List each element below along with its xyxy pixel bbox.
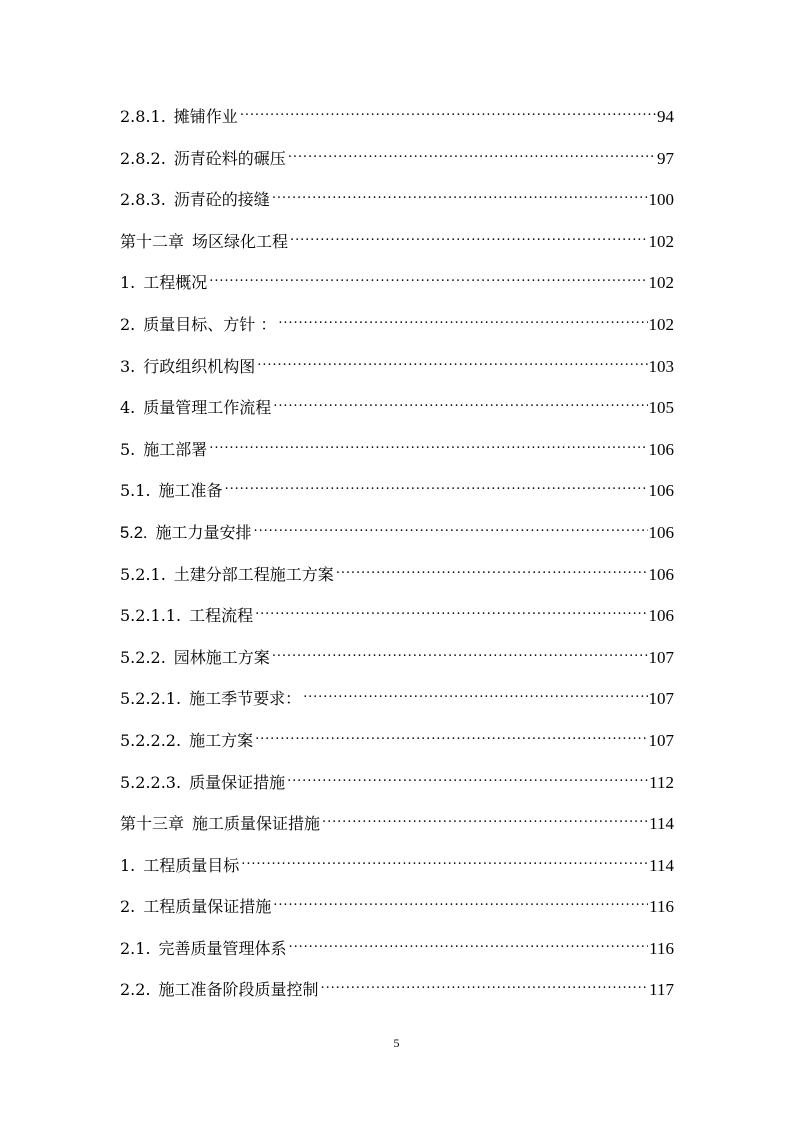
toc-leader [255,607,647,621]
toc-number: 5.2.1.1. [120,606,182,626]
toc-title: 施工部署 [143,439,208,459]
toc-number: 2. [120,314,136,334]
toc-number: 1. [120,273,136,293]
toc-page-number: 106 [648,522,674,542]
toc-leader [273,898,648,912]
toc-entry[interactable] [120,311,674,353]
toc-number: 1. [120,855,136,875]
toc-page-number: 116 [649,938,674,958]
toc-entry[interactable] [120,269,674,311]
toc-title: 施工方案 [189,730,254,750]
toc-entry[interactable] [120,685,674,727]
toc-page-number: 106 [648,606,674,626]
toc-number: 5.2. [120,523,148,542]
toc-leader [257,358,647,372]
toc-number: 5.2.2. [120,647,166,667]
toc-page-number: 114 [649,814,674,834]
toc-number: 5.2.1. [120,564,166,584]
toc-leader [303,690,647,704]
toc-page-number: 97 [657,148,674,168]
toc-title: 施工力量安排 [155,522,252,542]
toc-entry[interactable] [120,228,674,270]
toc-entry[interactable] [120,769,674,811]
toc-leader [272,191,648,205]
toc-leader [273,399,647,413]
toc-number: 第十三章 [120,814,185,834]
toc-number: 2.2. [120,980,151,1000]
toc-title: 施工准备 [158,481,223,501]
toc-title: 工程流程 [189,606,254,626]
toc-number: 5.2.2.2. [120,730,182,750]
toc-title: 质量管理工作流程 [143,398,272,418]
toc-title: 沥青砼的接缝 [173,190,270,210]
toc-entry[interactable] [120,186,674,228]
toc-title: 完善质量管理体系 [158,938,287,958]
toc-leader [321,981,649,995]
toc-leader [289,940,649,954]
toc-title: 园林施工方案 [173,647,270,667]
toc-page-number: 100 [648,190,674,210]
toc-page-number: 102 [648,231,674,251]
toc-page-number: 107 [648,730,674,750]
toc-leader [240,108,656,122]
toc-page-number: 107 [648,647,674,667]
toc-title: 沥青砼料的碾压 [173,148,286,168]
toc-entry[interactable] [120,727,674,769]
toc-entry[interactable] [120,935,674,977]
toc-entry[interactable] [120,810,674,852]
toc-entry[interactable] [120,976,674,1018]
toc-leader [255,732,647,746]
toc-leader [288,150,656,164]
toc-entry[interactable] [120,893,674,935]
toc-leader [272,649,648,663]
toc-leader [336,566,648,580]
toc-title: 施工准备阶段质量控制 [158,980,319,1000]
toc-page-number: 105 [648,398,674,418]
toc-page-number: 103 [648,356,674,376]
toc-number: 5.2.2.3. [120,772,182,792]
toc-title: 质量保证措施 [189,772,286,792]
toc-leader [290,233,647,247]
toc-leader [287,774,648,788]
toc-leader [209,441,647,455]
toc-page-number: 107 [648,689,674,709]
toc-page-number: 106 [648,439,674,459]
toc-entry[interactable] [120,602,674,644]
toc-leader [241,857,648,871]
toc-entry[interactable] [120,353,674,395]
toc-page-number: 102 [648,273,674,293]
toc-entry[interactable] [120,852,674,894]
toc-leader [278,316,647,330]
toc-leader [322,815,648,829]
toc-page-number: 106 [648,481,674,501]
toc-page-number: 102 [648,314,674,334]
toc-number: 5. [120,439,136,459]
toc-page-number: 94 [657,107,674,126]
toc-number: 2.8.2. [120,148,166,168]
toc-number: 4. [120,398,136,418]
toc-leader [209,274,647,288]
toc-number: 5.1. [120,481,151,501]
toc-leader [225,482,648,496]
toc-number: 2.8.1. [120,107,166,126]
toc-number: 第十二章 [120,231,185,251]
toc-title: 施工质量保证措施 [192,814,321,834]
toc-entry[interactable] [120,436,674,478]
toc-page-number: 106 [648,564,674,584]
toc-page-number: 114 [649,855,674,875]
toc-entry[interactable] [120,477,674,519]
toc-entry[interactable] [120,644,674,686]
toc-title: 质量目标、方针 ： [143,314,277,334]
toc-page-number: 112 [649,772,674,792]
toc-number: 3. [120,356,136,376]
toc-entry[interactable] [120,394,674,436]
toc-number: 2.8.3. [120,190,166,210]
toc-entry[interactable] [120,519,674,561]
toc-number: 2. [120,897,136,917]
toc-title: 土建分部工程施工方案 [173,564,334,584]
toc-title: 场区绿化工程 [192,231,289,251]
toc-number: 2.1. [120,938,151,958]
toc-title: 工程质量保证措施 [143,897,272,917]
table-of-contents [120,103,674,1018]
toc-title: 工程概况 [143,273,208,293]
toc-title: 工程质量目标 [143,855,240,875]
toc-leader [254,524,648,538]
toc-title: 摊铺作业 [173,107,238,126]
toc-page-number: 116 [649,897,674,917]
toc-entry[interactable] [120,103,674,145]
toc-entry[interactable] [120,561,674,603]
toc-entry[interactable] [120,145,674,187]
page-number: 5 [393,1036,400,1050]
toc-number: 5.2.2.1. [120,689,182,709]
toc-title: 施工季节要求： [189,689,302,709]
toc-title: 行政组织机构图 [143,356,256,376]
toc-page-number: 117 [649,980,674,1000]
